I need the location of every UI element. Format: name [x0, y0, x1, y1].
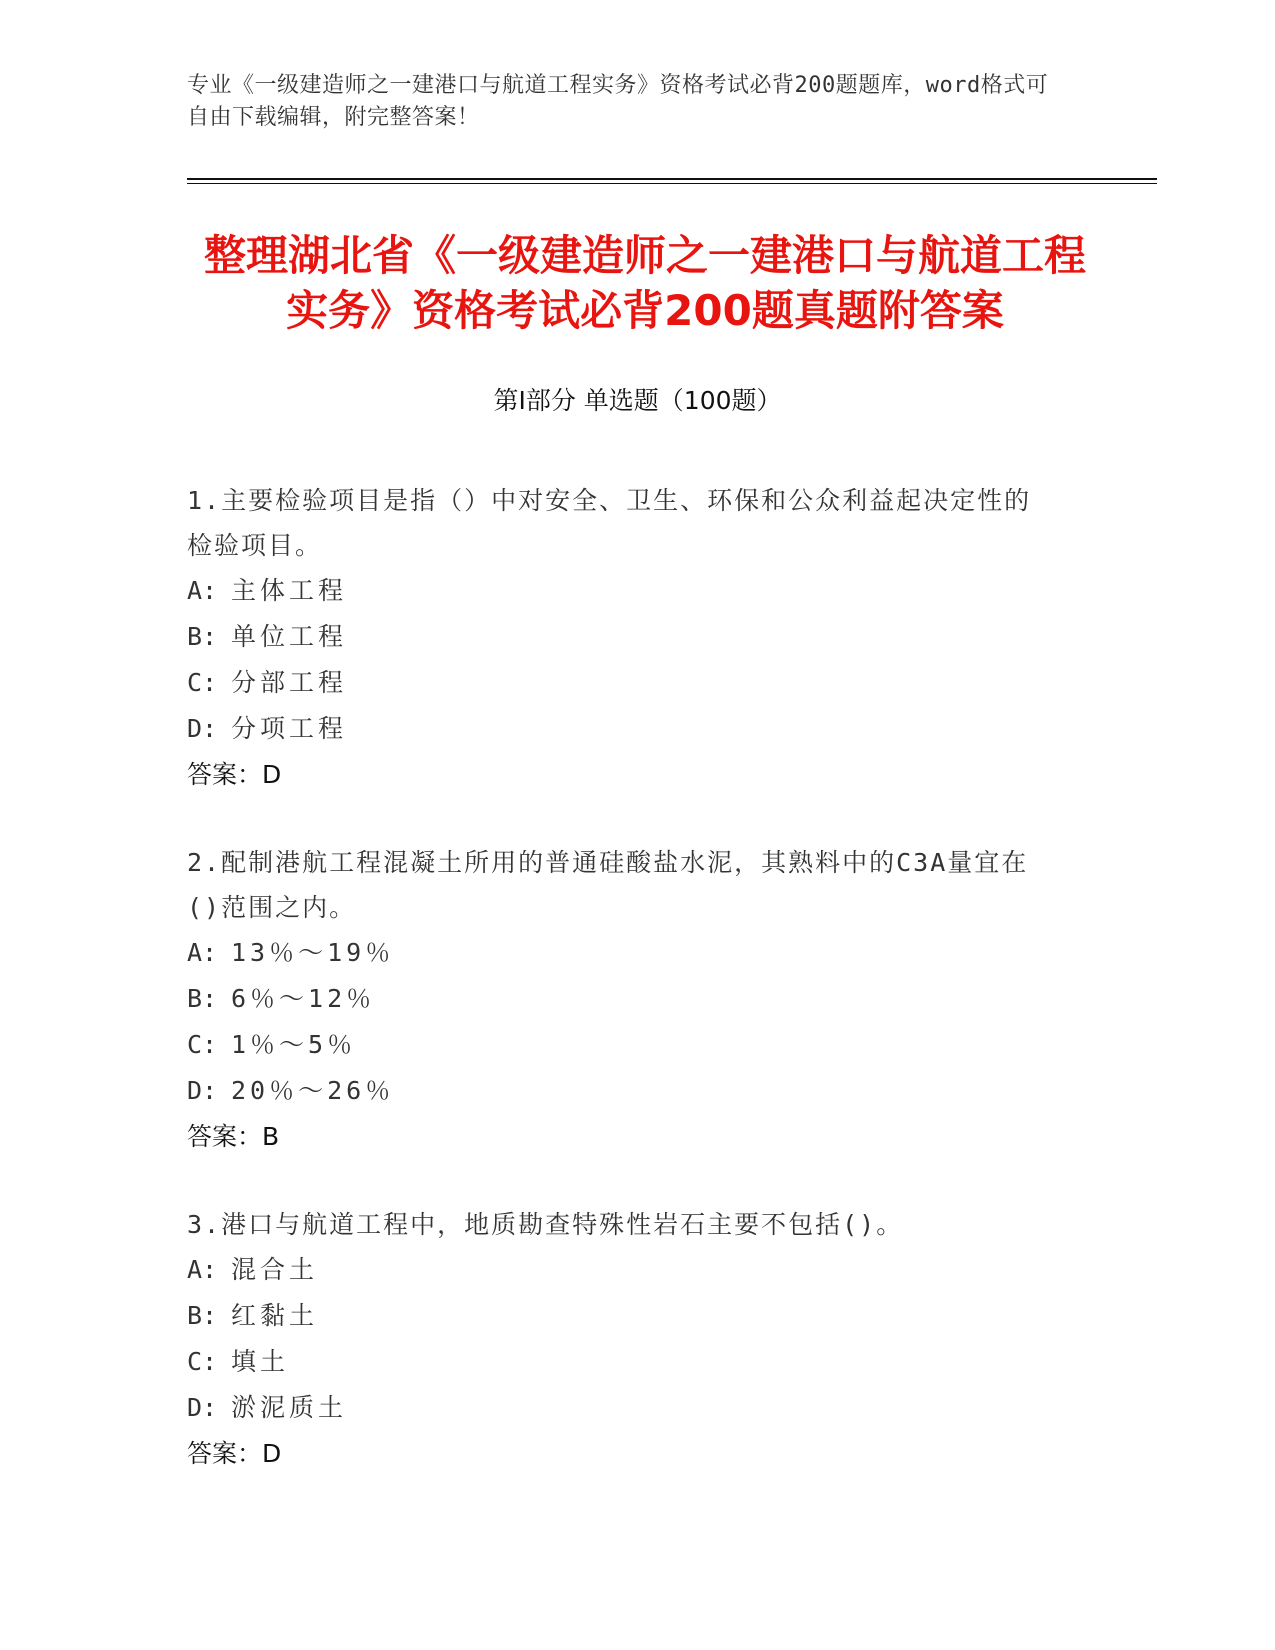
- option-letter: B:: [187, 622, 218, 651]
- option-text: 6％～12％: [231, 984, 376, 1013]
- option-c: [187, 1339, 1057, 1385]
- option-text: 主体工程: [231, 576, 348, 605]
- option-b: [187, 1293, 1057, 1339]
- header-note: 专业《一级建造师之一建港口与航道工程实务》资格考试必背200题题库，word格式可自由下载编辑，附完整答案！: [187, 73, 1049, 130]
- document-title: 整理湖北省《一级建造师之一建港口与航道工程实务》资格考试必背200题真题附答案: [203, 231, 1086, 335]
- option-a: [187, 1247, 1057, 1293]
- option-text: 13％～19％: [231, 938, 395, 967]
- option-letter: C:: [187, 668, 218, 697]
- question-list: [187, 478, 1057, 1477]
- question-item: [187, 478, 1057, 798]
- option-letter: B:: [187, 984, 218, 1013]
- option-text: 分项工程: [231, 714, 348, 743]
- option-b: [187, 976, 1057, 1022]
- header-divider-thin: [187, 183, 1157, 184]
- option-letter: A:: [187, 1255, 218, 1284]
- option-d: [187, 1385, 1057, 1431]
- option-text: 填土: [231, 1347, 290, 1376]
- question-item: [187, 840, 1057, 1160]
- answer-line: 答案：D: [187, 1439, 282, 1468]
- option-text: 分部工程: [231, 668, 348, 697]
- section-heading: 第Ⅰ部分 单选题（100题）: [493, 386, 782, 415]
- answer-line: 答案：D: [187, 760, 282, 789]
- option-text: 红黏土: [231, 1301, 319, 1330]
- option-b: [187, 614, 1057, 660]
- option-d: [187, 706, 1057, 752]
- option-c: [187, 1022, 1057, 1068]
- option-text: 1％～5％: [231, 1030, 357, 1059]
- option-letter: C:: [187, 1030, 218, 1059]
- option-text: 单位工程: [231, 622, 348, 651]
- option-letter: D:: [187, 1393, 218, 1422]
- option-text: 混合土: [231, 1255, 319, 1284]
- question-stem: 2.配制港航工程混凝土所用的普通硅酸盐水泥，其熟料中的C3A量宜在()范围之内。: [187, 848, 1029, 922]
- option-letter: B:: [187, 1301, 218, 1330]
- answer-line: 答案：B: [187, 1122, 280, 1151]
- option-letter: D:: [187, 1076, 218, 1105]
- option-a: [187, 930, 1057, 976]
- question-stem: 1.主要检验项目是指（）中对安全、卫生、环保和公众利益起决定性的检验项目。: [187, 486, 1032, 560]
- option-letter: C:: [187, 1347, 218, 1376]
- option-letter: A:: [187, 576, 218, 605]
- option-letter: D:: [187, 714, 218, 743]
- option-a: [187, 568, 1057, 614]
- question-stem: 3.港口与航道工程中，地质勘查特殊性岩石主要不包括()。: [187, 1210, 904, 1239]
- option-c: [187, 660, 1057, 706]
- option-letter: A:: [187, 938, 218, 967]
- question-item: [187, 1202, 1057, 1477]
- option-d: [187, 1068, 1057, 1114]
- option-text: 淤泥质土: [231, 1393, 348, 1422]
- option-text: 20％～26％: [231, 1076, 395, 1105]
- header-divider-thick: [187, 178, 1157, 180]
